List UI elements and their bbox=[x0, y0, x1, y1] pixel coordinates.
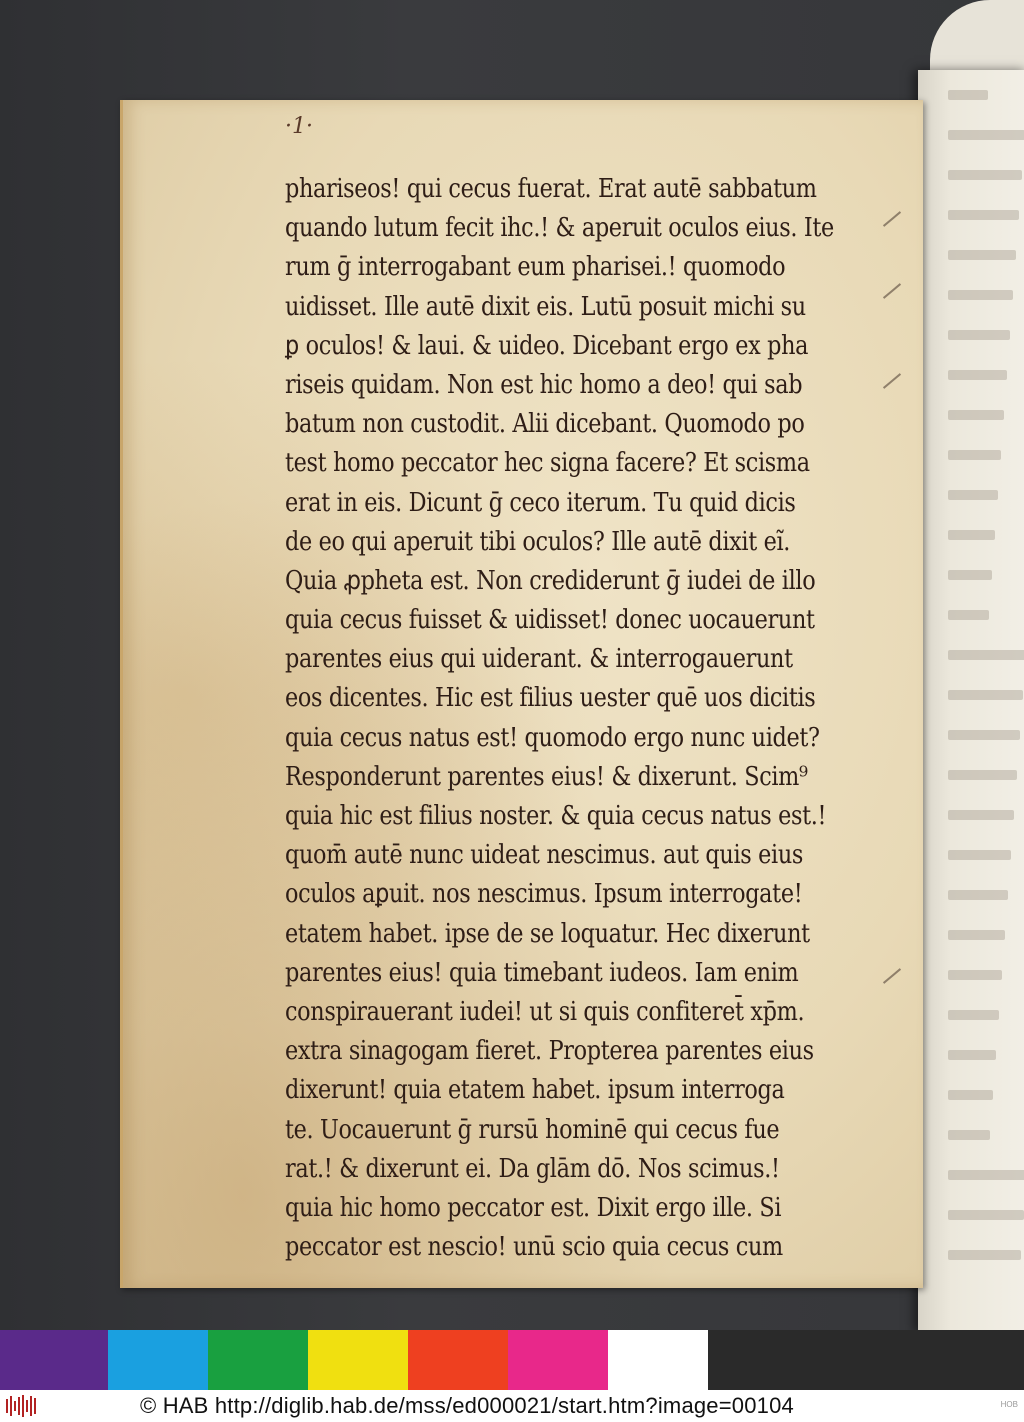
facing-text-trace bbox=[948, 1250, 1021, 1260]
facing-text-trace bbox=[948, 970, 1002, 980]
manuscript-line: riseis quidam. Non est hic homo a deo! qui sab bbox=[285, 369, 803, 400]
facing-text-trace bbox=[948, 450, 1001, 460]
facing-text-trace bbox=[948, 1170, 1024, 1180]
manuscript-line: eos dicentes. Hic est filius uester quē uos dicitis bbox=[285, 683, 816, 714]
margin-mark bbox=[883, 373, 901, 389]
facing-text-trace bbox=[948, 1130, 990, 1140]
manuscript-line: test homo peccator hec signa facere? Et scisma bbox=[285, 448, 810, 479]
facing-text-trace bbox=[948, 210, 1019, 220]
manuscript-line: rat.! & dixerunt ei. Da glām dō. Nos scimus.! bbox=[285, 1153, 780, 1184]
page-number: ·1· bbox=[285, 114, 313, 139]
color-swatch bbox=[308, 1330, 408, 1390]
manuscript-line: conspirauerant iudei! ut si quis confiteret̄ xp̄m. bbox=[285, 996, 805, 1027]
facing-text-trace bbox=[948, 1210, 1024, 1220]
facing-text-trace bbox=[948, 610, 989, 620]
facing-text-trace bbox=[948, 850, 1011, 860]
facing-text-trace bbox=[948, 330, 1010, 340]
manuscript-line: quando lutum fecit ihc.! & aperuit oculos eius. Ite bbox=[285, 213, 834, 244]
attribution-link[interactable]: © HAB http://diglib.hab.de/mss/ed000021/start.htm?image=00104 bbox=[140, 1393, 794, 1418]
facing-text-trace bbox=[948, 530, 995, 540]
facing-text-trace bbox=[948, 170, 1022, 180]
footer-bar bbox=[0, 1390, 1024, 1422]
color-calibration-strip bbox=[0, 1330, 1024, 1390]
manuscript-page bbox=[120, 100, 923, 1288]
manuscript-line: etatem habet. ipse de se loquatur. Hec dixerunt bbox=[285, 918, 810, 949]
facing-text-trace bbox=[948, 130, 1024, 140]
manuscript-line: rum ḡ interrogabant eum pharisei.! quomodo bbox=[285, 252, 786, 283]
facing-text-trace bbox=[948, 730, 1020, 740]
facing-page bbox=[918, 70, 1024, 1330]
facing-text-trace bbox=[948, 290, 1013, 300]
hab-logo-icon bbox=[6, 1395, 40, 1417]
color-swatch bbox=[608, 1330, 708, 1390]
color-swatch bbox=[208, 1330, 308, 1390]
facing-text-trace bbox=[948, 650, 1024, 660]
facing-text-trace bbox=[948, 490, 998, 500]
facing-text-trace bbox=[948, 410, 1004, 420]
manuscript-line: parentes eius! quia timebant iudeos. Iam enim bbox=[285, 957, 799, 988]
manuscript-line: erat in eis. Dicunt ḡ ceco iterum. Tu quid dicis bbox=[285, 487, 796, 518]
margin-mark bbox=[883, 211, 901, 227]
manuscript-line: quia cecus fuisset & uidisset! donec uocauerunt bbox=[285, 605, 815, 636]
color-swatch bbox=[708, 1330, 808, 1390]
manuscript-line: quia hic homo peccator est. Dixit ergo ille. Si bbox=[285, 1192, 782, 1223]
facing-text-trace bbox=[948, 370, 1007, 380]
manuscript-line: batum non custodit. Alii dicebant. Quomodo po bbox=[285, 409, 805, 440]
manuscript-line: oculos aꝑuit. nos nescimus. Ipsum interrogate! bbox=[285, 879, 803, 910]
manuscript-line: te. Uocauerunt ḡ rursū hominē qui cecus fue bbox=[285, 1114, 780, 1145]
facing-text-trace bbox=[948, 770, 1017, 780]
color-swatch bbox=[0, 1330, 108, 1390]
color-swatch bbox=[808, 1330, 908, 1390]
facing-text-trace bbox=[948, 90, 988, 100]
color-swatch bbox=[108, 1330, 208, 1390]
facing-text-trace bbox=[948, 930, 1005, 940]
manuscript-line: peccator est nescio! unū scio quia cecus cum bbox=[285, 1232, 783, 1263]
footer-mark: HOB bbox=[1000, 1400, 1018, 1409]
manuscript-line: ꝑ oculos! & laui. & uideo. Dicebant ergo ex pha bbox=[285, 330, 809, 361]
facing-text-trace bbox=[948, 570, 992, 580]
facing-text-trace bbox=[948, 250, 1016, 260]
manuscript-line: dixerunt! quia etatem habet. ipsum interroga bbox=[285, 1075, 785, 1106]
facing-text-trace bbox=[948, 1090, 993, 1100]
manuscript-line: pharisеos! qui cecus fuerat. Erat autē sabbatum bbox=[285, 174, 817, 204]
manuscript-line: quia cecus natus est! quomodo ergo nunc uidet? bbox=[285, 722, 820, 753]
facing-text-trace bbox=[948, 690, 1023, 700]
color-swatch bbox=[908, 1330, 1024, 1390]
manuscript-line: quom̄ autē nunc uideat nescimus. aut quis eius bbox=[285, 840, 804, 871]
facing-text-trace bbox=[948, 810, 1014, 820]
facing-text-trace bbox=[948, 890, 1008, 900]
manuscript-line: Quia ꝓpheta est. Non crediderunt ḡ iudei de illo bbox=[285, 565, 816, 596]
margin-mark bbox=[883, 968, 901, 984]
manuscript-line: de eo qui aperuit tibi oculos? Ille autē dixit eĩ. bbox=[285, 526, 791, 557]
facing-text-trace bbox=[948, 1050, 996, 1060]
margin-mark bbox=[883, 283, 901, 299]
manuscript-line: extra sinagogam fieret. Propterea parentes eius bbox=[285, 1036, 814, 1067]
manuscript-line: parentes eius qui uiderant. & interrogauerunt bbox=[285, 644, 793, 675]
manuscript-line: quia hic est filius noster. & quia cecus natus est.! bbox=[285, 801, 827, 831]
manuscript-line: Responderunt parentes eius! & dixerunt. Scim⁹ bbox=[285, 761, 808, 792]
color-swatch bbox=[508, 1330, 608, 1390]
manuscript-line: uidisset. Ille autē dixit eis. Lutū posuit michi su bbox=[285, 291, 806, 322]
manuscript-text bbox=[285, 170, 885, 1267]
color-swatch bbox=[408, 1330, 508, 1390]
facing-text-trace bbox=[948, 1010, 999, 1020]
